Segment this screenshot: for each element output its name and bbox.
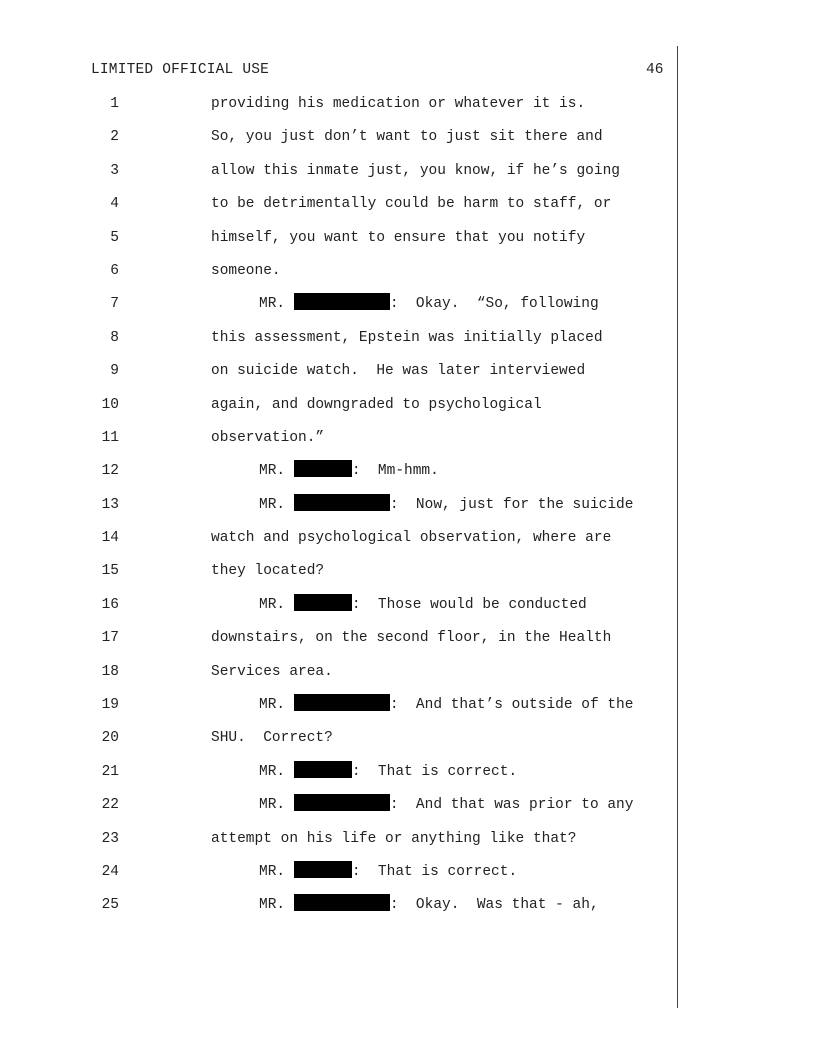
line-text: on suicide watch. He was later interviewed: [211, 363, 586, 380]
transcript-line: [0, 656, 680, 689]
page-number: 46: [646, 62, 664, 78]
redaction-box: [294, 293, 390, 310]
line-text: again, and downgraded to psychological: [211, 396, 542, 413]
speaker-line-text: [259, 489, 633, 522]
transcript-line: [0, 522, 680, 555]
line-text: Services area.: [211, 663, 333, 680]
speaker-line-text: [259, 589, 587, 622]
line-number: 8: [110, 329, 119, 346]
redaction-box: [294, 694, 390, 711]
line-number: 18: [101, 663, 119, 680]
line-number: 4: [110, 196, 119, 213]
line-text: himself, you want to ensure that you notify: [211, 229, 586, 246]
line-number: 5: [110, 229, 119, 246]
speaker-statement: : Okay. Was that - ah,: [389, 897, 599, 914]
speaker-line-text: [259, 756, 517, 789]
transcript-line: [0, 555, 680, 588]
line-text: providing his medication or whatever it is.: [211, 96, 586, 112]
line-number: 11: [101, 429, 119, 446]
line-number: 12: [101, 463, 119, 480]
line-text: SHU. Correct?: [211, 730, 333, 747]
transcript-line: [0, 121, 680, 154]
speaker-prefix: MR.: [259, 296, 286, 313]
line-number: 23: [101, 830, 119, 847]
line-number: 9: [110, 363, 119, 380]
classification-header: LIMITED OFFICIAL USE: [91, 62, 270, 78]
line-number: 19: [101, 697, 119, 714]
line-text: to be detrimentally could be harm to staff, or: [211, 196, 612, 213]
line-number: 16: [101, 596, 119, 613]
line-text: allow this inmate just, you know, if he’s going: [211, 162, 620, 179]
transcript-line: [0, 288, 680, 321]
transcript-line: [0, 88, 680, 121]
line-text: this assessment, Epstein was initially placed: [211, 329, 603, 346]
transcript-line: [0, 789, 680, 822]
transcript-line: [0, 222, 680, 255]
speaker-line-text: [259, 689, 633, 722]
line-text: So, you just don’t want to just sit there and: [211, 129, 603, 146]
speaker-statement: : That is correct.: [351, 863, 518, 880]
transcript-line: [0, 455, 680, 488]
speaker-prefix: MR.: [259, 697, 286, 714]
transcript-line: [0, 756, 680, 789]
transcript-line: [0, 589, 680, 622]
transcript-line: [0, 823, 680, 856]
line-text: attempt on his life or anything like that?: [211, 830, 577, 847]
speaker-line-text: [259, 789, 633, 822]
line-text: observation.”: [211, 429, 325, 446]
transcript-line: [0, 889, 680, 922]
redaction-box: [294, 460, 352, 477]
redaction-box: [294, 594, 352, 611]
speaker-prefix: MR.: [259, 863, 286, 880]
speaker-prefix: MR.: [259, 797, 286, 814]
transcript-line: [0, 689, 680, 722]
line-text: someone.: [211, 262, 281, 279]
speaker-statement: : And that was prior to any: [389, 797, 634, 814]
speaker-line-text: [259, 856, 517, 889]
transcript-line: [0, 255, 680, 288]
transcript-line: [0, 355, 680, 388]
transcript-line: [0, 322, 680, 355]
redaction-box: [294, 894, 390, 911]
speaker-prefix: MR.: [259, 496, 286, 513]
transcript-line: [0, 856, 680, 889]
line-number: 17: [101, 630, 119, 647]
line-number: 21: [101, 763, 119, 780]
speaker-prefix: MR.: [259, 897, 286, 914]
speaker-statement: : Okay. “So, following: [389, 296, 599, 313]
speaker-statement: : Mm-hmm.: [351, 463, 439, 480]
speaker-statement: : Those would be conducted: [351, 596, 587, 613]
transcript-line: [0, 389, 680, 422]
line-text: watch and psychological observation, where are: [211, 530, 612, 547]
line-number: 3: [110, 162, 119, 179]
redaction-box: [294, 794, 390, 811]
speaker-statement: : And that’s outside of the: [389, 697, 634, 714]
transcript-line: [0, 722, 680, 755]
redaction-box: [294, 494, 390, 511]
speaker-line-text: [259, 455, 439, 488]
line-number: 1: [110, 96, 119, 112]
speaker-line-text: [259, 889, 599, 922]
line-number: 13: [101, 496, 119, 513]
line-number: 25: [101, 897, 119, 914]
speaker-prefix: MR.: [259, 596, 286, 613]
transcript-line: [0, 622, 680, 655]
line-number: 2: [110, 129, 119, 146]
redaction-box: [294, 761, 352, 778]
line-number: 15: [101, 563, 119, 580]
line-number: 14: [101, 530, 119, 547]
line-number: 6: [110, 262, 119, 279]
transcript-lines: [0, 88, 680, 923]
line-number: 24: [101, 863, 119, 880]
line-number: 20: [101, 730, 119, 747]
transcript-line: [0, 422, 680, 455]
line-number: 10: [101, 396, 119, 413]
line-text: downstairs, on the second floor, in the Health: [211, 630, 612, 647]
line-number: 22: [101, 797, 119, 814]
speaker-line-text: [259, 288, 599, 321]
redaction-box: [294, 861, 352, 878]
line-number: 7: [110, 296, 119, 313]
transcript-line: [0, 489, 680, 522]
transcript-line: [0, 155, 680, 188]
speaker-prefix: MR.: [259, 763, 286, 780]
speaker-statement: : That is correct.: [351, 763, 518, 780]
line-text: they located?: [211, 563, 325, 580]
speaker-statement: : Now, just for the suicide: [389, 496, 634, 513]
transcript-line: [0, 188, 680, 221]
speaker-prefix: MR.: [259, 463, 286, 480]
